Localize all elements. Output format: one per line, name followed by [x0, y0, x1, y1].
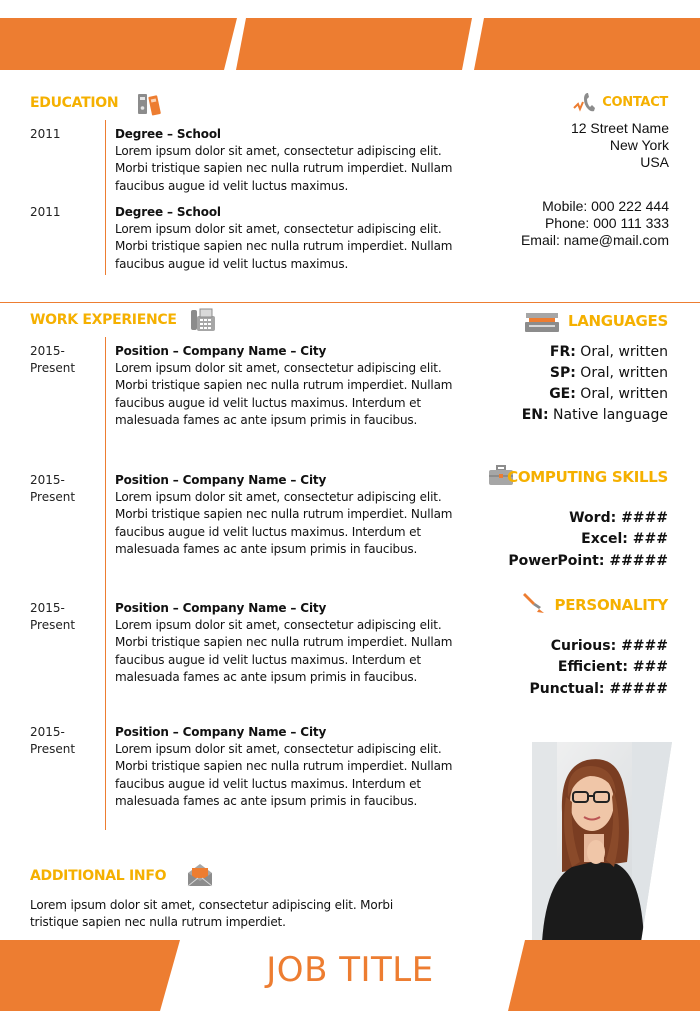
skill-row: [569, 508, 668, 529]
address-line-2: New York: [609, 137, 669, 153]
entry-date: 2015- Present: [30, 473, 76, 504]
work-experience-title: WORK EXPERIENCE: [30, 312, 177, 328]
languages-title: LANGUAGES: [567, 312, 668, 330]
trait-rating: ####: [616, 638, 668, 654]
language-code: SP:: [549, 365, 576, 381]
skill-row: [508, 551, 668, 572]
work-entry-4: [0, 724, 460, 824]
language-row: [550, 342, 668, 363]
entry-heading: Degree – School: [115, 127, 221, 141]
language-level: Oral, written: [575, 365, 668, 381]
work-entry-1: [0, 343, 460, 443]
personality-title: PERSONALITY: [554, 596, 668, 614]
trait-name: Punctual:: [529, 681, 605, 697]
trait-name: Efficient:: [557, 659, 628, 675]
language-code: EN:: [521, 407, 549, 423]
trait-row: [551, 636, 668, 657]
entry-date: 2015- Present: [30, 725, 76, 756]
education-entry-1: [0, 126, 460, 196]
entry-date: 2015- Present: [30, 601, 76, 632]
work-entry-3: [0, 600, 460, 700]
entry-description: Lorem ipsum dolor sit amet, consectetur adipiscing elit. Morbi tristique sapien nec nulla rutrum imperdiet. Nullam faucibus augue id velit luctus maximus.: [115, 222, 453, 271]
entry-heading: Degree – School: [115, 205, 221, 219]
contact-title: CONTACT: [602, 95, 668, 110]
skill-rating: #####: [604, 553, 668, 569]
education-title: EDUCATION: [30, 95, 119, 111]
entry-description: Lorem ipsum dolor sit amet, consectetur adipiscing elit. Morbi tristique sapien nec nulla rutrum imperdiet. Nullam faucibus augue id velit luctus maximus.: [115, 144, 453, 193]
entry-description: Lorem ipsum dolor sit amet, consectetur adipiscing elit. Morbi tristique sapien nec nulla rutrum imperdiet. Nullam faucibus augue id velit luctus maximus. Interdum et malesuada fames ac ante ipsum primis in faucibus.: [115, 361, 453, 427]
email-address[interactable]: Email: name@mail.com: [520, 232, 669, 248]
profile-photo: [532, 742, 672, 942]
top-banner: [0, 0, 700, 72]
trait-row: [529, 679, 668, 700]
entry-heading: Position – Company Name – City: [115, 725, 327, 739]
entry-heading: Position – Company Name – City: [115, 344, 327, 358]
language-code: FR:: [549, 344, 576, 360]
fax-machine-icon: [189, 307, 217, 337]
trait-row: [558, 657, 668, 678]
language-code: GE:: [549, 386, 576, 402]
entry-description: Lorem ipsum dolor sit amet, consectetur adipiscing elit. Morbi tristique sapien nec nulla rutrum imperdiet. Nullam faucibus augue id velit luctus maximus. Interdum et malesuada fames ac ante ipsum primis in faucibus.: [115, 618, 453, 684]
work-entry-2: [0, 472, 460, 572]
skill-name: PowerPoint:: [508, 553, 605, 569]
envelope-icon: [186, 862, 214, 892]
entry-heading: Position – Company Name – City: [115, 601, 327, 615]
address-line-3: USA: [640, 154, 669, 170]
education-entry-2: [0, 204, 460, 274]
highlighter-icon: [522, 590, 546, 618]
skill-row: [581, 529, 668, 550]
entry-heading: Position – Company Name – City: [115, 473, 327, 487]
trait-rating: #####: [604, 681, 668, 697]
trait-rating: ###: [627, 659, 668, 675]
skill-rating: ####: [616, 510, 668, 526]
entry-description: Lorem ipsum dolor sit amet, consectetur adipiscing elit. Morbi tristique sapien nec nulla rutrum imperdiet. Nullam faucibus augue id velit luctus maximus. Interdum et malesuada fames ac ante ipsum primis in faucibus.: [115, 490, 453, 556]
additional-info-text: Lorem ipsum dolor sit amet, consectetur adipiscing elit. Morbi tristique sapien nec nulla rutrum imperdiet.: [30, 898, 393, 929]
mobile-number: Mobile: 000 222 444: [542, 198, 669, 214]
skill-rating: ###: [627, 531, 668, 547]
phone-number: Phone: 000 111 333: [544, 215, 669, 231]
typewriter-icon: [525, 311, 559, 337]
trait-name: Curious:: [550, 638, 617, 654]
entry-date: 2011: [30, 205, 61, 219]
entry-date: 2015- Present: [30, 344, 76, 375]
language-level: Native language: [548, 407, 668, 423]
computing-skills-title: COMPUTING SKILLS: [507, 468, 668, 486]
entry-date: 2011: [30, 127, 61, 141]
language-row: [522, 405, 668, 426]
address-line-1: 12 Street Name: [570, 120, 669, 136]
language-level: Oral, written: [575, 344, 668, 360]
skill-name: Word:: [569, 510, 617, 526]
skill-name: Excel:: [581, 531, 628, 547]
language-level: Oral, written: [575, 386, 668, 402]
section-divider: [0, 302, 700, 303]
additional-info-title: ADDITIONAL INFO: [30, 868, 167, 884]
binders-icon: [136, 92, 164, 120]
language-row: [550, 363, 668, 384]
language-row: [549, 384, 668, 405]
entry-description: Lorem ipsum dolor sit amet, consectetur adipiscing elit. Morbi tristique sapien nec nulla rutrum imperdiet. Nullam faucibus augue id velit luctus maximus. Interdum et malesuada fames ac ante ipsum primis in faucibus.: [115, 742, 453, 808]
job-title: JOB TITLE: [266, 950, 434, 990]
phone-icon: [573, 90, 599, 120]
